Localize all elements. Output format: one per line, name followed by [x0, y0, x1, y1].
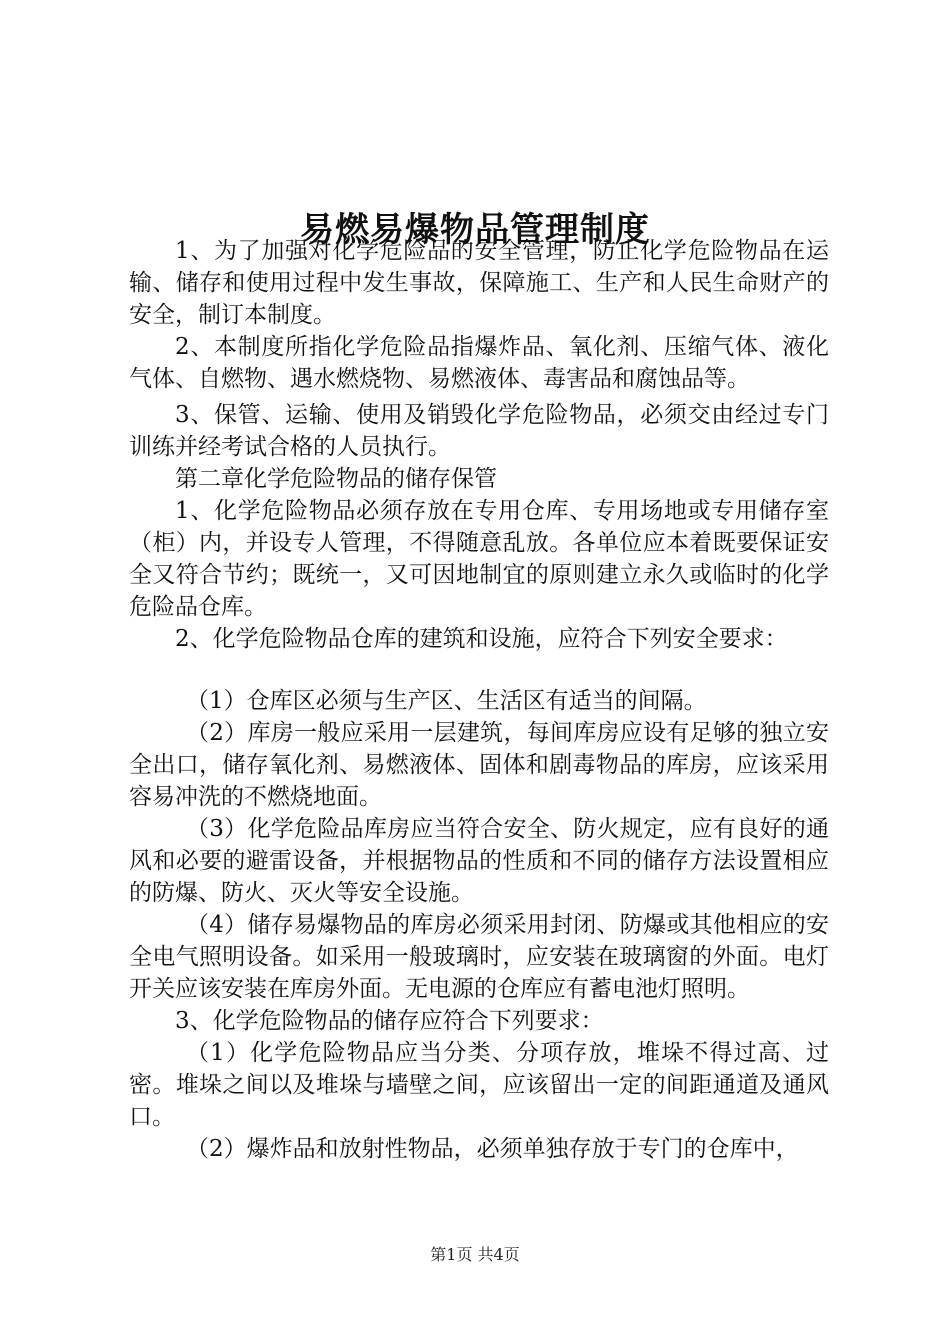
paragraph-1: 1、为了加强对化学危险品的安全管理，防止化学危险物品在运输、储存和使用过程中发生事故，保障施工、生产和人民生命财产的安全，制订本制度。	[129, 238, 829, 328]
paragraph-storage-rule-1: （1）化学危险物品应当分类、分项存放，堆垛不得过高、过密。堆垛之间以及堆垛与墙壁之间，应该留出一定的间距通道及通风口。	[129, 1040, 829, 1130]
paragraph-2: 2、本制度所指化学危险品指爆炸品、氧化剂、压缩气体、液化气体、自燃物、遇水燃烧物、易燃液体、毒害品和腐蚀品等。	[129, 334, 829, 392]
paragraph-storage-3: 3、化学危险物品的储存应符合下列要求：	[175, 1008, 604, 1034]
document-title: 易燃易爆物品管理制度	[300, 209, 650, 250]
document-body	[129, 235, 829, 1165]
paragraph-storage-2: 2、化学危险物品仓库的建筑和设施，应符合下列安全要求：	[175, 626, 788, 652]
paragraph-requirement-4: （4）储存易爆物品的库房必须采用封闭、防爆或其他相应的安全电气照明设备。如采用一般玻璃时，应安装在玻璃窗的外面。电灯开关应该安装在库房外面。无电源的仓库应有蓄电池灯照明。	[129, 912, 829, 1002]
paragraph-storage-rule-2: （2）爆炸品和放射性物品，必须单独存放于专门的仓库中，	[186, 1136, 799, 1162]
paragraph-requirement-1: （1）仓库区必须与生产区、生活区有适当的间隔。	[186, 688, 707, 714]
paragraph-requirement-2: （2）库房一般应采用一层建筑，每间库房应设有足够的独立安全出口，储存氧化剂、易燃液体、固体和剧毒物品的库房，应该采用容易冲洗的不燃烧地面。	[129, 720, 829, 810]
chapter-heading: 第二章化学危险物品的储存保管	[175, 466, 497, 492]
paragraph-3: 3、保管、运输、使用及销毁化学危险物品，必须交由经过专门训练并经考试合格的人员执行。	[129, 402, 829, 460]
page-number: 第1页 共4页	[430, 1245, 520, 1264]
paragraph-requirement-3: （3）化学危险品库房应当符合安全、防火规定，应有良好的通风和必要的避雷设备，并根据物品的性质和不同的储存方法设置相应的防爆、防火、灭火等安全设施。	[129, 816, 829, 906]
paragraph-storage-1: 1、化学危险物品必须存放在专用仓库、专用场地或专用储存室（柜）内，并设专人管理，不得随意乱放。各单位应本着既要保证安全又符合节约；既统一，又可因地制宜的原则建立永久或临时的化学危险品仓库。	[129, 498, 829, 620]
